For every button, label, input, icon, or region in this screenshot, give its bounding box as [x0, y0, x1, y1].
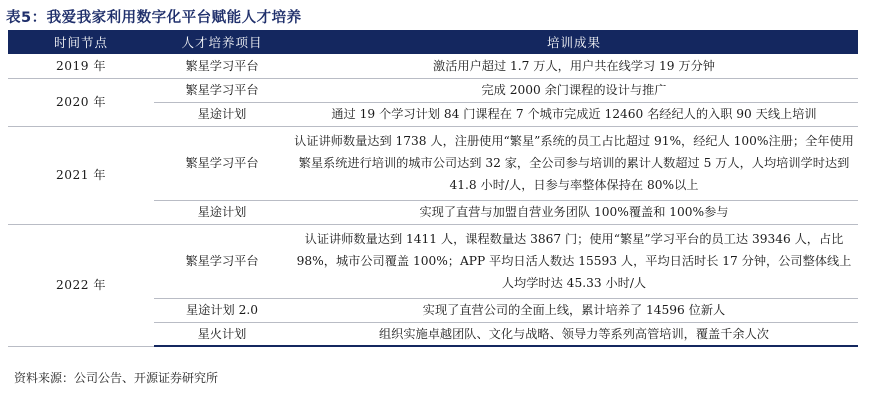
source-note: 资料来源：公司公告、开源证券研究所: [14, 371, 219, 385]
project-cell: 繁星学习平台: [154, 224, 290, 298]
talent-training-table: [8, 30, 858, 347]
year-cell: 2021 年: [8, 126, 154, 224]
result-cell: 认证讲师数量达到 1738 人，注册使用“繁星”系统的员工占比超过 91%，经纪人 100%注册；全年使用繁星系统进行培训的城市公司达到 32 家，全公司参与培训的累计人数超过 5 万人，人均培训学时达到 41.8 小时/人，日参与率整体保持在 80%以上: [290, 126, 858, 200]
result-cell: 激活用户超过 1.7 万人，用户共在线学习 19 万分钟: [290, 54, 858, 78]
year-cell: 2020 年: [8, 78, 154, 126]
project-cell: 繁星学习平台: [154, 54, 290, 78]
header-result: 培训成果: [290, 30, 858, 54]
year-cell: 2019 年: [8, 54, 154, 78]
project-cell: 星途计划: [154, 102, 290, 126]
project-cell: 星火计划: [154, 322, 290, 346]
result-cell: 完成 2000 余门课程的设计与推广: [290, 78, 858, 102]
project-cell: 星途计划: [154, 200, 290, 224]
result-cell: 实现了直营与加盟自营业务团队 100%覆盖和 100%参与: [290, 200, 858, 224]
table-row: [8, 78, 858, 102]
result-cell: 组织实施卓越团队、文化与战略、领导力等系列高管培训，覆盖千余人次: [290, 322, 858, 346]
table-header-row: [8, 30, 858, 54]
result-cell: 通过 19 个学习计划 84 门课程在 7 个城市完成近 12460 名经纪人的入职 90 天线上培训: [290, 102, 858, 126]
table-row: [8, 224, 858, 298]
table-title: 表5：我爱我家利用数字化平台赋能人才培养: [6, 10, 302, 26]
result-cell: 认证讲师数量达到 1411 人，课程数量达 3867 门；使用“繁星”学习平台的员工达 39346 人，占比 98%，城市公司覆盖 100%；APP 平均日活人数达 15593 人，平均日活时长 17 分钟，公司整体线上人均学时达 45.33 小时/人: [290, 224, 858, 298]
year-cell: 2022 年: [8, 224, 154, 346]
project-cell: 繁星学习平台: [154, 78, 290, 102]
result-cell: 实现了直营公司的全面上线，累计培养了 14596 位新人: [290, 298, 858, 322]
header-time-node: 时间节点: [8, 30, 154, 54]
table-row: [8, 126, 858, 200]
table-row: [8, 54, 858, 78]
header-project: 人才培养项目: [154, 30, 290, 54]
project-cell: 星途计划 2.0: [154, 298, 290, 322]
project-cell: 繁星学习平台: [154, 126, 290, 200]
